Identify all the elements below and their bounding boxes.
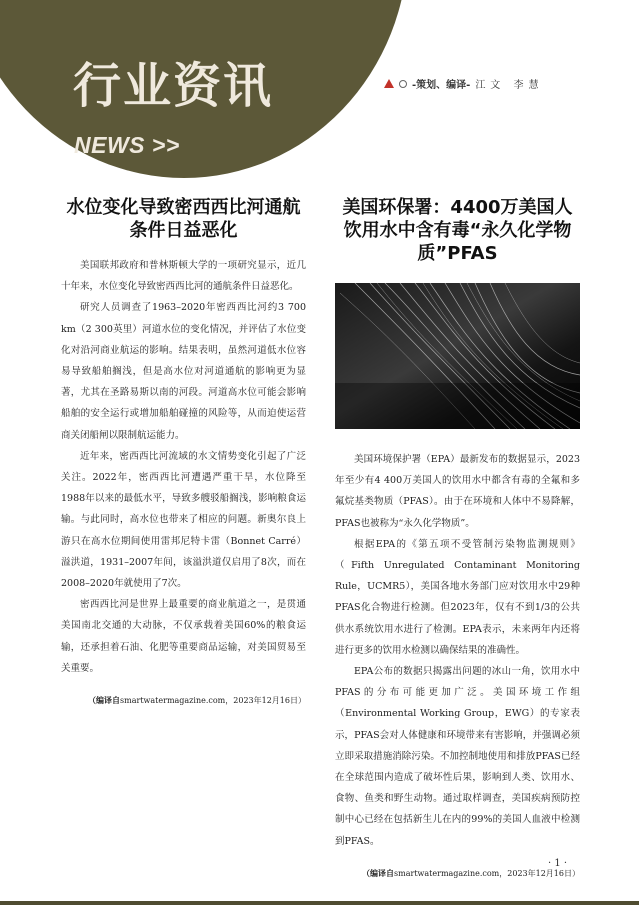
credit-label: -策划、编译- — [412, 80, 471, 91]
source-prefix: （编译自 — [88, 696, 121, 706]
credit-names: 江文 李慧 — [475, 80, 544, 91]
section-title: 行业资讯 — [73, 58, 274, 114]
left-paragraph: 密西西比河是世界上最重要的商业航道之一，是贯通美国南北交通的大动脉，不仅承载着美国60%的粮食运输，还承担着石油、化肥等重要商品运输，对美国贸易至关重要。 — [61, 599, 306, 674]
editor-credit — [384, 76, 544, 91]
left-article-title: 水位变化导致密西西比河通航条件日益恶化 — [66, 197, 301, 241]
source-prefix: （编译自 — [362, 868, 395, 878]
left-source — [61, 695, 306, 706]
page-number: · 1 · — [548, 858, 568, 869]
left-paragraph: 近年来，密西西比河流域的水文情势变化引起了广泛关注。2022年，密西西比河遭遇严重干旱，水位降至1988年以来的最低水平，导致多艘驳船搁浅，影响粮食运输。与此同时，高水位也带来了相应的问题。新奥尔良上游只在高水位期间使用雷邦尼特卡雷（Bonnet Carré）溢洪道，1931–2007年间，该溢洪道仅启用了8次，而在2008–2020年就使用了7次。 — [61, 450, 306, 590]
right-source — [335, 868, 580, 879]
left-paragraph: 研究人员调查了1963–2020年密西西比河约3 700 km（2 300英里）河道水位的变化情况，并评估了水位变化对沿河商业航运的影响。结果表明，虽然河道低水位容易导致船舶搁浅，但是高水位对河道通航的影响更为显著，尤其在圣路易斯以南的河段。河道高水位可能会影响船舶的安全运行或增加船舶碰撞的风险等，从而迫使运营商关闭船闸以限制航运能力。 — [61, 302, 306, 441]
circle-icon — [399, 80, 407, 88]
source-text: smartwatermagazine.com，2023年12月16日） — [120, 696, 306, 706]
right-paragraph: EPA公布的数据只揭露出问题的冰山一角，饮用水中PFAS的分布可能更加广泛。美国环境工作组（Environmental Working Group，EWG）的专家表示，PFAS会对人体健康和环境带来有害影响，并强调必须立即采取措施消除污染。不加控制地使用和排放PFAS已经在全球范围内造成了破坏性后果，影响到人类、饮用水、食物、鱼类和野生动物。通过取样调查，美国疾病预防控制中心已经在包括新生儿在内的99%的美国人血液中检测到PFAS。 — [335, 666, 580, 847]
section-subtitle: NEWS >> — [74, 132, 180, 158]
water-photo — [335, 283, 580, 429]
bottom-rule — [0, 901, 639, 905]
right-paragraph: 美国环境保护署（EPA）最新发布的数据显示，2023年至少有4 400万美国人的饮用水中都含有毒的全氟和多氟烷基类物质（PFAS）。由于在环境和人体中不易降解，PFAS也被称为“永久化学物质”。 — [335, 454, 580, 529]
left-article — [61, 196, 306, 706]
right-paragraph: 根据EPA的《第五项不受管制污染物监测规则》（Fifth Unregulated Contaminant Monitoring Rule，UCMR5），美国各地水务部门应对饮用水中29种PFAS化合物进行检测。但2023年，仅有不到1/3的公共供水系统饮用水进行了检测。EPA表示，未来两年内还将进行更多的饮用水检测以确保结果的准确性。 — [335, 538, 580, 656]
left-paragraph: 美国联邦政府和普林斯顿大学的一项研究显示，近几十年来，水位变化导致密西西比河的通航条件日益恶化。 — [61, 260, 306, 293]
source-text: smartwatermagazine.com，2023年12月16日） — [394, 868, 580, 878]
right-article — [335, 196, 580, 879]
right-article-title: 美国环保署：4400万美国人饮用水中含有毒“永久化学物质”PFAS — [342, 197, 573, 264]
triangle-icon — [384, 79, 394, 88]
